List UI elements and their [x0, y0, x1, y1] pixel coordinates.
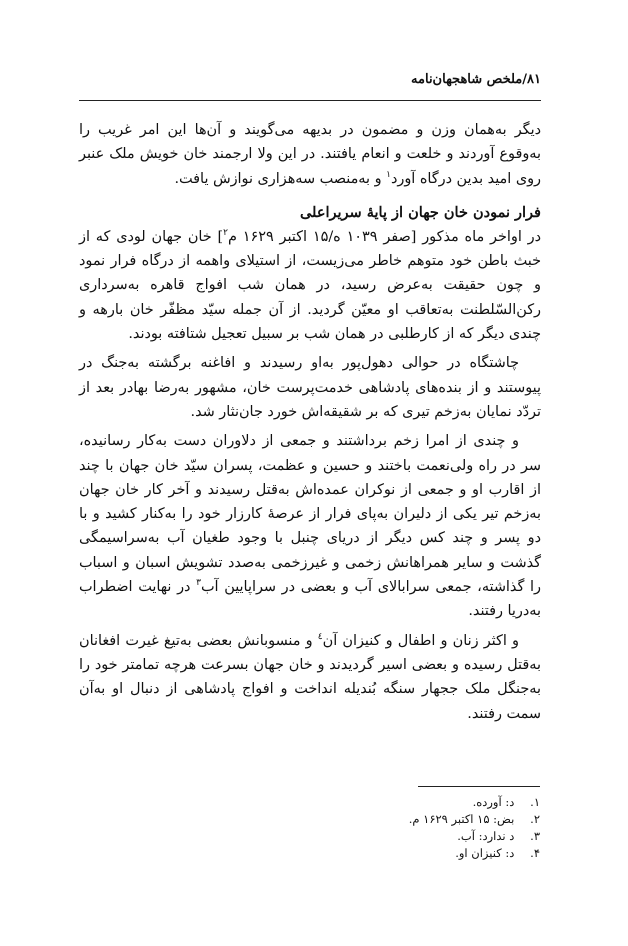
paragraph-2-text-b: ] خان جهان لودی که از خبث باطن خود متوهم خاطر می‌زیست، از استیلای واهمه از درگاه فرار نمود و چون حقیقت به‌عرض رسید، در همان شب افواج قاهره به‌سرداری رکن‌السّلطنت به‌تعاقب او معیّن گردید. از آن جمله سیّد مظفّر خان بارهه و چندی دیگر که از کارطلبی در همان شب بر سبیل تعجیل شتافته بودند.	[79, 228, 541, 343]
footnote-item	[300, 794, 540, 811]
paragraph-3-text: چاشتگاه در حوالی دهول‌پور به‌او رسیدند و افاغنه برگشته به‌جنگ در پیوستند و از بنده‌های پادشاهی خدمت‌پرست خان، مشهور به‌رضا بهادر بعد از تردّد نمایان به‌زخم تیری که بر شقیقه‌اش خورد جان‌نثار شد.	[79, 355, 541, 420]
paragraph-1-tail: و به‌منصب سه‌هزاری نوازش یافت.	[174, 170, 387, 187]
paragraph-4	[79, 429, 541, 623]
footnote-text: بض: ۱۵ اکتبر ۱۶۲۹ م.	[408, 812, 515, 826]
footnotes	[300, 794, 540, 862]
footnote-number: ۲.	[530, 812, 540, 826]
paragraph-4-text-b: در نهایت اضطراب به‌دریا رفتند.	[79, 579, 541, 620]
footnote-divider	[418, 786, 540, 787]
footnote-number: ۱.	[530, 795, 540, 809]
footnote-number: ۳.	[530, 829, 540, 843]
running-header	[79, 72, 541, 87]
paragraph-1-text: دیگر به‌همان وزن و مضمون در بدیهه می‌گویند و آن‌ها این امر غریب را به‌وقوع آوردند و خلعت و انعام یافتند. در این ولا ارجمند خان خویش ملک عنبر روی امید بدین درگاه آورد	[79, 122, 541, 187]
page-header-title: ۸۱/ملخص شاهجهان‌نامه	[411, 72, 541, 87]
paragraph-2	[79, 225, 541, 346]
footnote-text: د: کنیزان او.	[455, 846, 515, 860]
footnote-ref-3: ۳	[196, 578, 201, 589]
footnote-text: د ندارد: آب.	[457, 829, 515, 843]
section-heading: فرار نمودن خان جهان از پایهٔ سریراعلی	[299, 203, 541, 221]
footnote-ref-2: ۲	[223, 228, 228, 239]
footnote-ref-4: ٤	[317, 631, 323, 642]
footnote-item	[300, 811, 540, 828]
footnote-item	[300, 845, 540, 862]
paragraph-4-text-a: و چندی از امرا زخم برداشتند و جمعی از دلاوران دست به‌کار رسانیده، سر در راه ولی‌نعمت باختند و حسین و عظمت، پسران سیّد خان جهان با چند از اقارب او و جمعی از نوکران عمده‌اش به‌قتل رسیدند و آخر کار خان جهان به‌زخم تیر یکی از دلیران به‌پای فرار از عرصهٔ کارزار خود را به‌کنار کشید و با دو پسر و چند کس دیگر از دریای چنبل با وجود طغیان آب به‌سراسیمگی گذشت و سایر همراهانش زخمی و غیرزخمی به‌صدد تشویش اسبان و اسباب را گذاشته، جمعی سرابالای آب و بعضی در سراپایین آب	[79, 433, 541, 596]
footnote-ref-1: ۱	[386, 169, 391, 180]
footnote-item	[300, 828, 540, 845]
footnote-text: د: آورده.	[472, 795, 515, 809]
paragraph-2-text-a: در اواخر ماه مذکور [صفر ۱۰۳۹ ه/۱۵ اکتبر ۱۶۲۹ م	[228, 228, 542, 245]
paragraph-1	[79, 118, 541, 191]
main-text	[79, 118, 541, 731]
paragraph-5-text-a: و اکثر زنان و اطفال و کنیزان آن	[322, 632, 519, 649]
footnote-number: ۴.	[530, 846, 540, 860]
paragraph-3	[79, 351, 541, 424]
header-divider	[79, 100, 541, 101]
paragraph-5-text-b: و منسوبانش بعضی به‌تیغ غیرت افغانان به‌قتل رسیده و بعضی اسیر گردیدند و خان جهان بسرعت هرچه تمامتر خود را به‌جنگل ملک ججهار سنگه بُندیله انداخت و افواج پادشاهی از دنبال او به‌آن سمت رفتند.	[79, 632, 541, 722]
paragraph-5	[79, 629, 541, 726]
